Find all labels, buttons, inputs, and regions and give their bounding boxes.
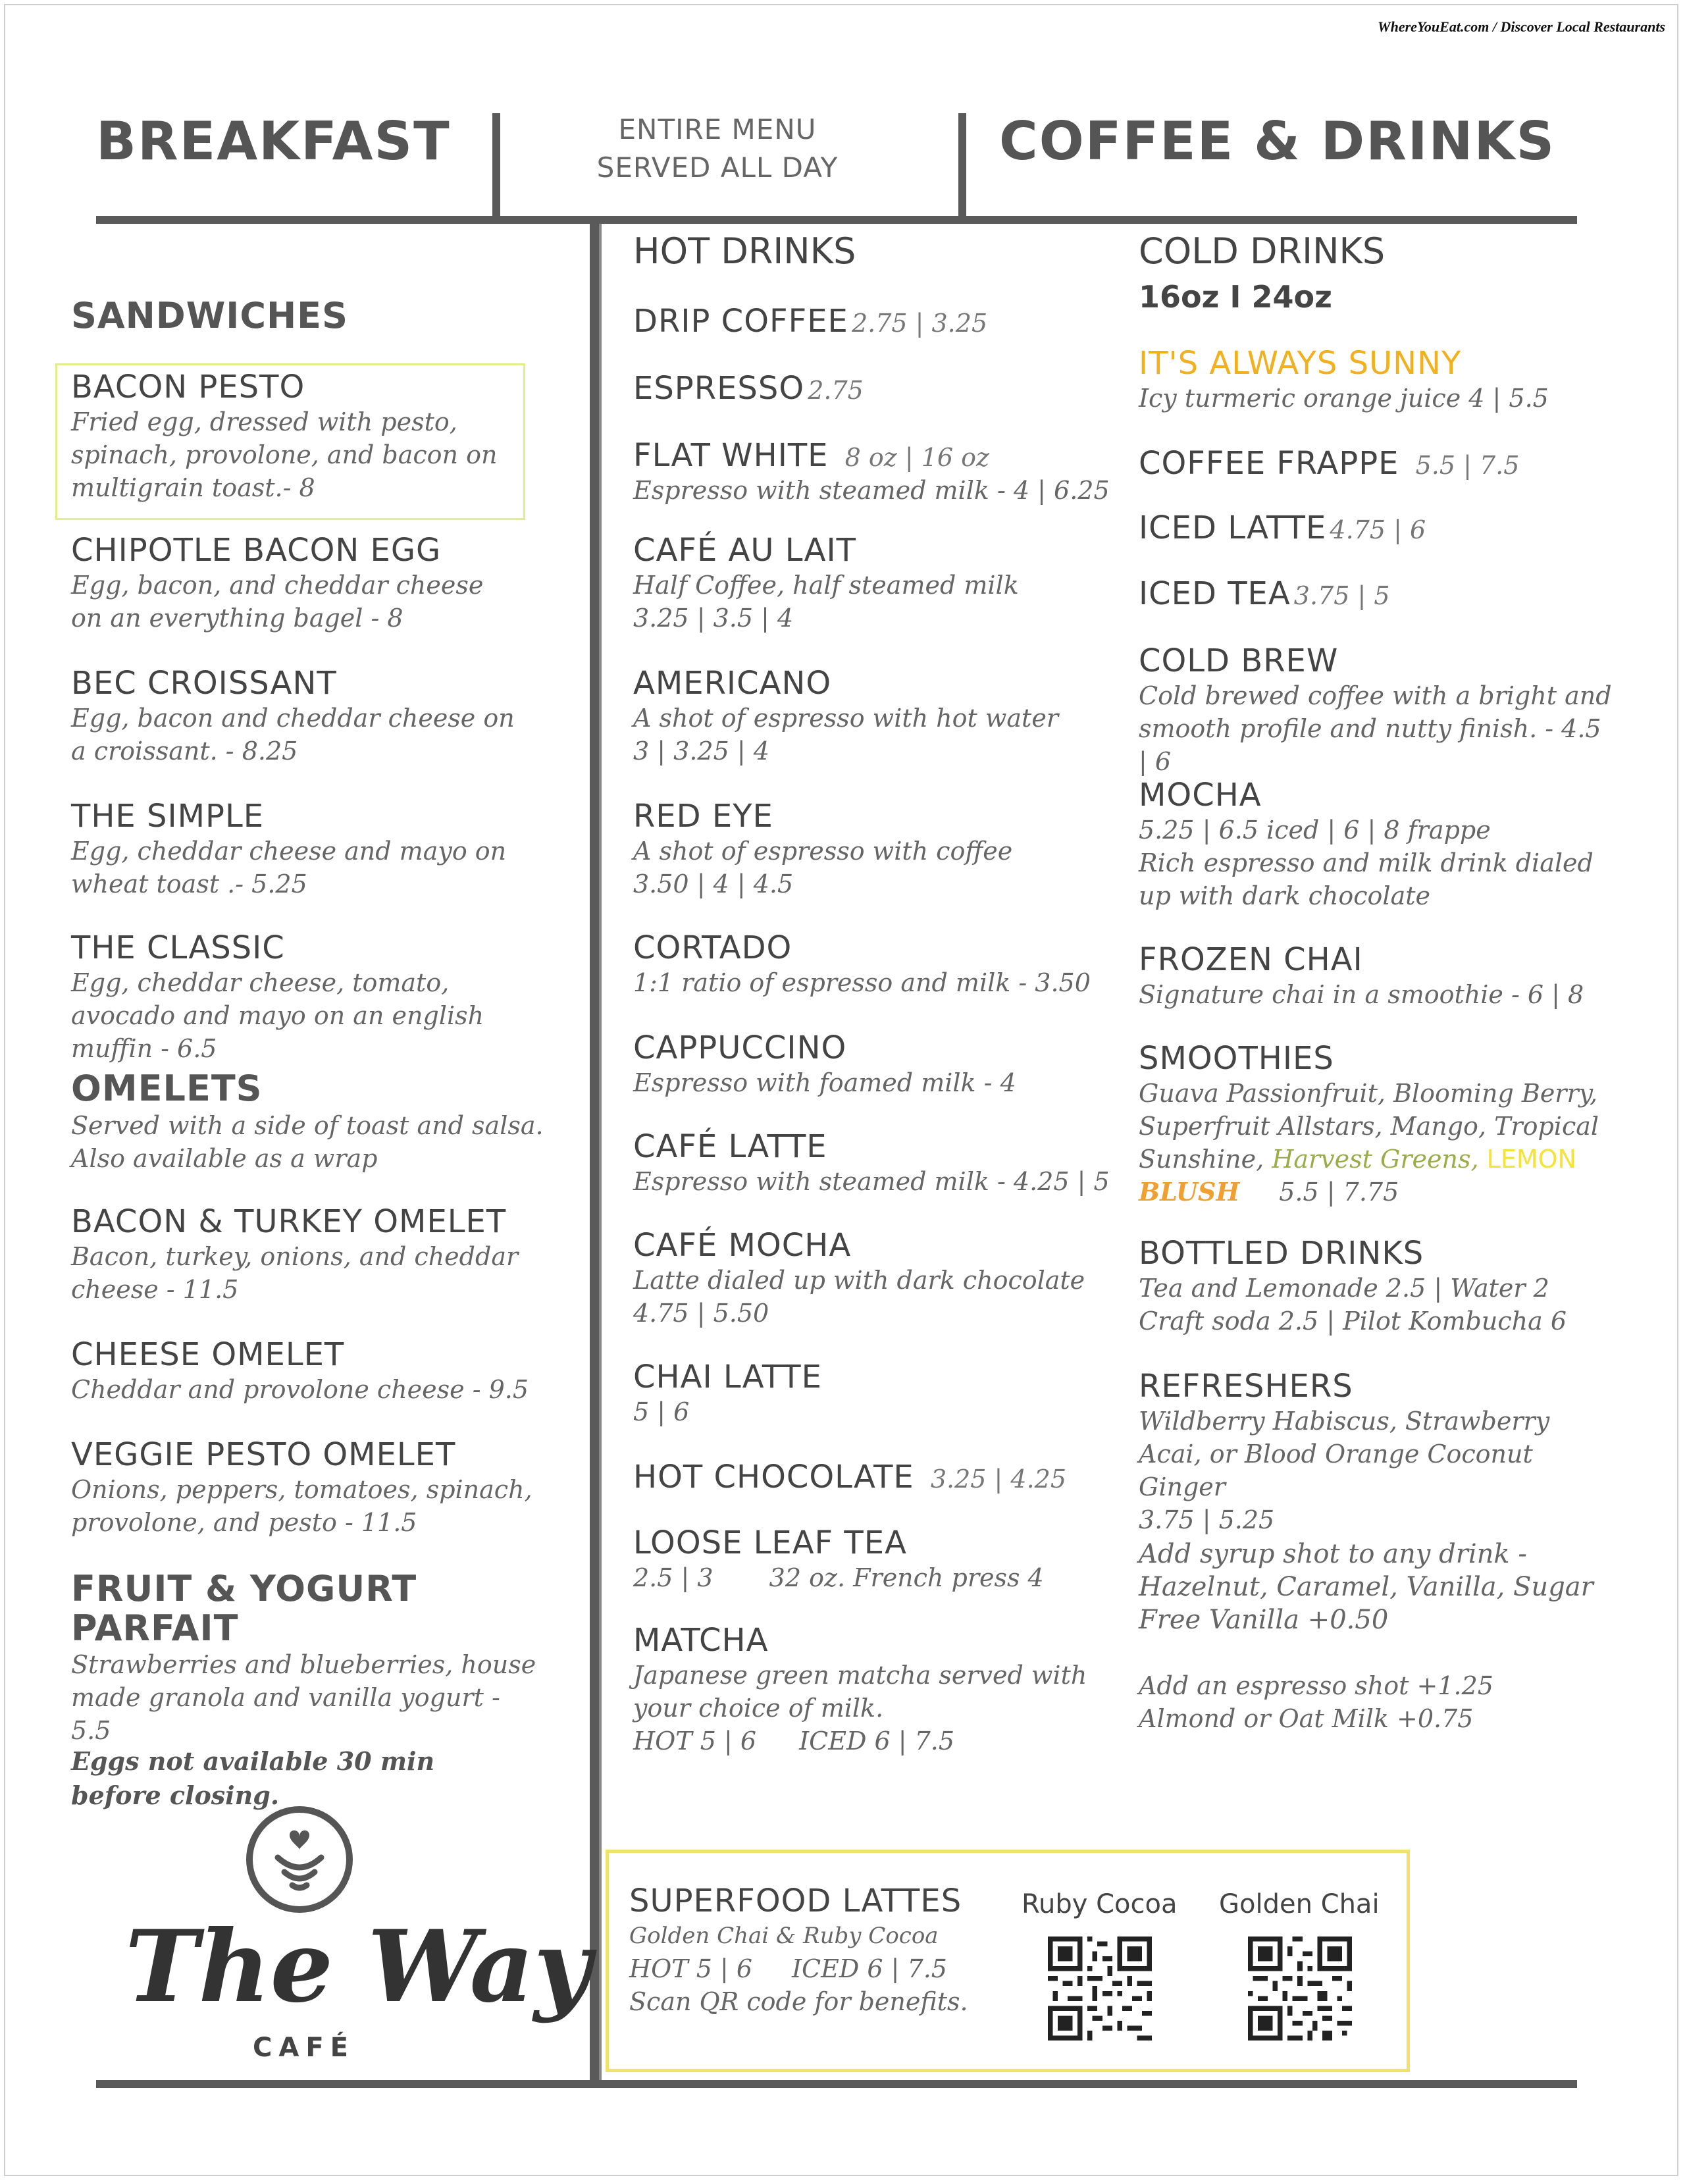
item-desc: Egg, cheddar cheese, tomato, avocado and mayo on an english muffin - 6.5 (71, 968, 484, 1063)
cold-drinks-heading: COLD DRINKS (1139, 230, 1386, 272)
item-desc: A shot of espresso with coffee (633, 837, 1013, 866)
hot-drinks-heading: HOT DRINKS (633, 230, 856, 272)
item-name: BEC CROISSANT (71, 665, 337, 702)
superfood-sub: Golden Chai & Ruby Cocoa (629, 1923, 939, 1949)
item-name: COLD BREW (1139, 642, 1339, 679)
menu-item-bacon-pesto (71, 369, 519, 504)
menu-item-cafe-mocha (633, 1227, 1147, 1330)
addon-line-2: Almond or Oat Milk +0.75 (1139, 1704, 1474, 1733)
menu-item-cheese-omelet (71, 1336, 545, 1406)
item-name: REFRESHERS (1139, 1368, 1353, 1405)
item-price: 3.75 | 5 (1293, 581, 1390, 610)
item-desc: A shot of espresso with hot water (633, 704, 1058, 733)
item-name: FROZEN CHAI (1139, 941, 1363, 978)
item-name: AMERICANO (633, 665, 832, 702)
item-desc: Fried egg, dressed with pesto, spinach, provolone, and bacon on multigrain toast.- 8 (71, 407, 498, 502)
item-name: CAPPUCCINO (633, 1029, 847, 1066)
menu-item-cortado (633, 929, 1133, 999)
item-name: IT'S ALWAYS SUNNY (1139, 345, 1462, 382)
menu-item-the-classic (71, 929, 532, 1065)
item-name: HOT CHOCOLATE (633, 1459, 914, 1495)
omelets-desc: Served with a side of toast and salsa. Also available as a wrap (71, 1111, 544, 1173)
eggs-note: Eggs not available 30 min before closing. (71, 1746, 435, 1810)
smoothie-blush: BLUSH (1139, 1177, 1240, 1207)
item-desc: 1:1 ratio of espresso and milk - 3.50 (633, 968, 1091, 997)
item-desc: Bacon, turkey, onions, and cheddar cheese - 11.5 (71, 1242, 519, 1304)
item-name: RED EYE (633, 798, 773, 835)
item-name: LOOSE LEAF TEA (633, 1524, 907, 1561)
item-name: CHAI LATTE (633, 1359, 822, 1395)
golden-chai-qr-icon[interactable] (1248, 1937, 1352, 2041)
syrup-addons (1139, 1538, 1613, 1636)
superfood-scan: Scan QR code for benefits. (629, 1987, 968, 2016)
item-price: 3 | 3.25 | 4 (633, 737, 769, 766)
item-price-french-press: 32 oz. French press 4 (769, 1563, 1044, 1592)
parfait-heading-1: FRUIT & YOGURT (71, 1568, 417, 1609)
served-line-2: SERVED ALL DAY (596, 151, 839, 184)
item-name: CAFÉ AU LAIT (633, 532, 856, 569)
watermark: WhereYouEat.com / Discover Local Restaurants (1378, 18, 1665, 35)
item-price: 2.75 | 3.25 (851, 309, 988, 338)
item-name: MOCHA (1139, 777, 1262, 814)
item-name: CHEESE OMELET (71, 1336, 345, 1373)
header-divider-left (492, 113, 500, 216)
item-desc: Signature chai in a smoothie - 6 | 8 (1139, 980, 1584, 1009)
smoothie-flavors: Guava Passionfruit, Blooming Berry, Superfruit Allstars, Mango, Tropical Sunshine, (1139, 1079, 1599, 1174)
menu-item-its-always-sunny (1139, 345, 1613, 415)
menu-item-iced-tea (1139, 575, 1613, 612)
item-price: 8 oz | 16 oz (844, 443, 990, 472)
syrup-line-3: Free Vanilla +0.50 (1139, 1605, 1389, 1635)
superfood-lattes (629, 1883, 998, 2018)
menu-item-refreshers (1139, 1368, 1599, 1536)
menu-item-bacon-turkey-omelet (71, 1203, 545, 1306)
menu-item-smoothies (1139, 1040, 1599, 1209)
item-desc: Wildberry Habiscus, Strawberry Acai, or Blood Orange Coconut Ginger (1139, 1407, 1550, 1501)
menu-item-cafe-au-lait (633, 532, 1133, 635)
item-name: THE SIMPLE (71, 798, 265, 835)
item-name: VEGGIE PESTO OMELET (71, 1436, 456, 1473)
menu-item-red-eye (633, 798, 1133, 900)
parfait-desc: Strawberries and blueberries, house made granola and vanilla yogurt - 5.5 (71, 1650, 536, 1745)
menu-item-mocha (1139, 777, 1613, 912)
item-price: 2.75 (808, 376, 864, 405)
item-name: COFFEE FRAPPE (1139, 445, 1399, 482)
menu-item-coffee-frappe (1139, 445, 1613, 482)
superfood-title: SUPERFOOD LATTES (629, 1883, 962, 1919)
ruby-cocoa-qr-icon[interactable] (1048, 1937, 1152, 2041)
item-desc: Espresso with steamed milk - 4.25 | 5 (633, 1167, 1110, 1196)
smoothie-lemon: LEMON (1486, 1145, 1576, 1174)
parfait-heading-2: PARFAIT (71, 1607, 239, 1649)
item-desc-2: Craft soda 2.5 | Pilot Kombucha 6 (1139, 1307, 1567, 1336)
cold-drinks-sizes: 16oz I 24oz (1139, 279, 1332, 315)
item-desc (1139, 1077, 1599, 1176)
item-price: 5.5 | 7.75 (1279, 1178, 1399, 1207)
item-name: FLAT WHITE (633, 437, 829, 474)
menu-item-hot-chocolate (633, 1459, 1147, 1495)
item-name: ICED LATTE (1139, 509, 1327, 546)
item-price: 5 | 6 (633, 1397, 690, 1426)
qr-label-golden-chai: Golden Chai (1219, 1889, 1380, 1919)
qr-label-ruby-cocoa: Ruby Cocoa (1022, 1889, 1178, 1919)
item-price: 4.75 | 5.50 (633, 1299, 769, 1328)
cafe-logo-sub: CAFÉ (253, 2033, 355, 2063)
item-desc-1: Tea and Lemonade 2.5 | Water 2 (1139, 1274, 1549, 1303)
coffee-drinks-heading: COFFEE & DRINKS (999, 111, 1556, 172)
header-underline (96, 216, 1577, 224)
item-price: 3.25 | 4.25 (930, 1465, 1067, 1494)
menu-item-frozen-chai (1139, 941, 1613, 1011)
item-desc: Espresso with steamed milk - 4 | 6.25 (633, 476, 1110, 505)
addon-line-1: Add an espresso shot +1.25 (1139, 1671, 1493, 1700)
item-name: CHIPOTLE BACON EGG (71, 532, 442, 569)
item-name: DRIP COFFEE (633, 303, 848, 340)
omelets-section (71, 1068, 545, 1175)
superfood-hot: HOT 5 | 6 (629, 1954, 753, 1983)
item-name: THE CLASSIC (71, 929, 285, 966)
item-desc: Egg, cheddar cheese and mayo on wheat toast .- 5.25 (71, 837, 507, 898)
menu-item-the-simple (71, 798, 532, 900)
menu-item-loose-leaf-tea (633, 1524, 1147, 1594)
served-line-1: ENTIRE MENU (618, 113, 817, 145)
served-all-day (527, 111, 908, 187)
item-desc: Rich espresso and milk drink dialed up with dark chocolate (1139, 848, 1594, 910)
sandwiches-heading: SANDWICHES (71, 295, 348, 336)
fruit-yogurt-parfait (71, 1569, 545, 1747)
item-price: 3.75 | 5.25 (1139, 1505, 1275, 1534)
item-desc: Cheddar and provolone cheese - 9.5 (71, 1375, 529, 1404)
column-divider-left-shadow (599, 224, 602, 2087)
item-desc: Egg, bacon, and cheddar cheese on an everything bagel - 8 (71, 571, 484, 633)
smoothie-harvest-greens: Harvest Greens, (1272, 1145, 1479, 1174)
menu-item-drip-coffee (633, 303, 1133, 340)
item-price-hot: HOT 5 | 6 (633, 1727, 757, 1755)
menu-item-iced-latte (1139, 509, 1613, 546)
item-name: ICED TEA (1139, 575, 1291, 612)
item-desc: Latte dialed up with dark chocolate (633, 1266, 1085, 1295)
menu-item-bottled-drinks (1139, 1235, 1613, 1338)
omelets-heading: OMELETS (71, 1068, 263, 1109)
item-name: CAFÉ LATTE (633, 1128, 827, 1165)
item-desc: Half Coffee, half steamed milk (633, 571, 1019, 600)
item-price: 5.25 | 6.5 iced | 6 | 8 frappe (1139, 816, 1491, 845)
item-price: 2.5 | 3 (633, 1563, 713, 1592)
syrup-line-1: Add syrup shot to any drink - (1139, 1539, 1527, 1569)
item-name: BACON PESTO (71, 369, 305, 405)
syrup-line-2: Hazelnut, Caramel, Vanilla, Sugar (1139, 1572, 1594, 1602)
menu-item-chai-latte (633, 1359, 1133, 1428)
item-name: SMOOTHIES (1139, 1040, 1334, 1077)
menu-item-cafe-latte (633, 1128, 1147, 1198)
item-price-iced: ICED 6 | 7.5 (799, 1727, 955, 1755)
item-name: MATCHA (633, 1622, 769, 1659)
item-name: CORTADO (633, 929, 792, 966)
item-desc: Egg, bacon and cheddar cheese on a croissant. - 8.25 (71, 704, 515, 766)
item-name: ESPRESSO (633, 370, 805, 407)
item-price: 4.75 | 6 (1330, 515, 1426, 544)
menu-item-cold-brew (1139, 642, 1613, 778)
item-name: BOTTLED DRINKS (1139, 1235, 1424, 1272)
menu-item-espresso (633, 370, 1133, 407)
footer-line (96, 2080, 1577, 2088)
menu-item-chipotle-bacon-egg (71, 532, 519, 635)
column-divider-left (590, 224, 599, 2087)
superfood-iced: ICED 6 | 7.5 (792, 1954, 947, 1983)
milk-addons (1139, 1669, 1613, 1735)
superfood-prices (629, 1952, 998, 1985)
menu-item-cappuccino (633, 1029, 1133, 1099)
item-name: BACON & TURKEY OMELET (71, 1203, 507, 1240)
smoothie-line-2 (1139, 1176, 1599, 1209)
item-price: 5.5 | 7.5 (1415, 451, 1520, 480)
menu-item-veggie-pesto-omelet (71, 1436, 545, 1539)
header-divider-right (958, 113, 966, 216)
breakfast-heading: BREAKFAST (96, 111, 451, 172)
cafe-logo-text: The Way (125, 1909, 592, 2025)
item-desc: Icy turmeric orange juice 4 | 5.5 (1139, 384, 1549, 413)
menu-item-matcha (633, 1622, 1094, 1757)
cafe-logo-icon (244, 1804, 355, 1915)
item-desc: Japanese green matcha served with your choice of milk. (633, 1661, 1087, 1723)
menu-item-bec-croissant (71, 665, 519, 767)
item-desc: Onions, peppers, tomatoes, spinach, provolone, and pesto - 11.5 (71, 1475, 532, 1537)
item-price: 3.25 | 3.5 | 4 (633, 604, 794, 633)
item-price: 3.50 | 4 | 4.5 (633, 870, 794, 898)
item-desc: Cold brewed coffee with a bright and smooth profile and nutty finish. - 4.5 | 6 (1139, 681, 1612, 776)
menu-item-flat-white (633, 437, 1147, 507)
item-desc: Espresso with foamed milk - 4 (633, 1068, 1016, 1097)
menu-item-americano (633, 665, 1133, 767)
item-name: CAFÉ MOCHA (633, 1227, 852, 1264)
